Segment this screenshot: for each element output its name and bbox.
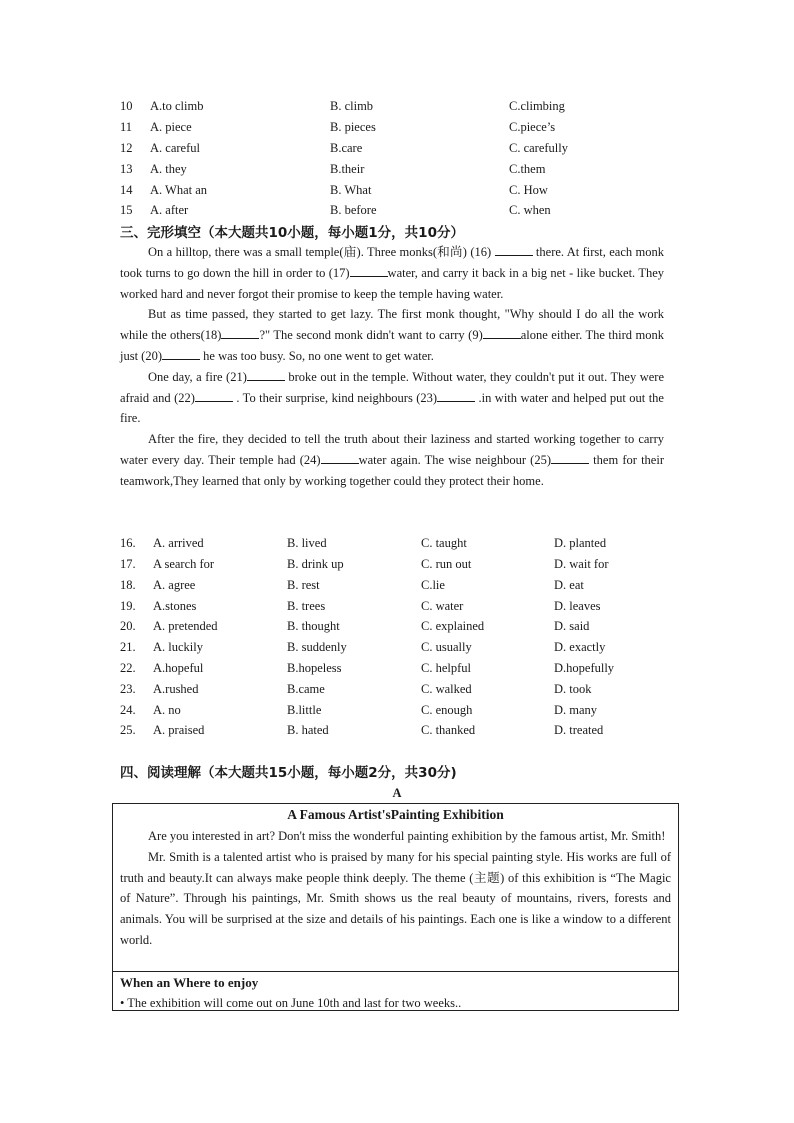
option-d: D. planted bbox=[554, 536, 607, 550]
option-d: D. leaves bbox=[554, 599, 601, 613]
option-c: C. water bbox=[421, 599, 464, 613]
option-c: C. carefully bbox=[509, 141, 569, 155]
question-row-15 bbox=[120, 200, 680, 220]
cloze-options-22 bbox=[120, 658, 680, 678]
question-number: 11 bbox=[120, 120, 133, 134]
question-number: 19. bbox=[120, 599, 136, 613]
question-number: 21. bbox=[120, 640, 136, 654]
option-a: A. after bbox=[150, 203, 189, 217]
option-a: A. praised bbox=[153, 723, 205, 737]
notice-paragraph-2: Mr. Smith is a talented artist who is praised by many for his special painting style. His works are full of truth and beauty.It can always make people think deeply. The theme (主题) of this exhibition is “The Magic of Nature”. Through his paintings, Mr. Smith shows us the real beauty of mountains, rivers, forests and animals. You will be surprised at the size and details of his paintings. Each one is like a window to a different world. bbox=[120, 849, 671, 947]
blank-21[interactable] bbox=[247, 368, 285, 381]
notice-body bbox=[113, 826, 678, 951]
question-number: 18. bbox=[120, 578, 136, 592]
cloze-passage bbox=[120, 242, 664, 492]
option-c: C. How bbox=[509, 183, 548, 197]
notice-divider bbox=[113, 971, 678, 972]
option-b: B. lived bbox=[287, 536, 327, 550]
text: .in with water and helped put out the fire. bbox=[120, 390, 664, 426]
blank-18[interactable] bbox=[221, 326, 259, 339]
option-c: C.climbing bbox=[509, 99, 565, 113]
option-b: B. pieces bbox=[330, 120, 376, 134]
option-b: B.their bbox=[330, 162, 365, 176]
question-row-13 bbox=[120, 159, 680, 179]
cloze-options-21 bbox=[120, 637, 680, 657]
question-number: 16. bbox=[120, 536, 136, 550]
option-a: A.stones bbox=[153, 599, 197, 613]
option-d: D. exactly bbox=[554, 640, 606, 654]
option-b: B. rest bbox=[287, 578, 320, 592]
option-c: C. walked bbox=[421, 682, 472, 696]
cloze-options-23 bbox=[120, 679, 680, 699]
question-number: 24. bbox=[120, 703, 136, 717]
option-b: B. What bbox=[330, 183, 372, 197]
blank-22[interactable] bbox=[195, 389, 233, 402]
option-c: C.lie bbox=[421, 578, 445, 592]
option-b: B.care bbox=[330, 141, 363, 155]
option-b: B. before bbox=[330, 203, 377, 217]
option-d: D. eat bbox=[554, 578, 584, 592]
option-b: B. drink up bbox=[287, 557, 344, 571]
option-c: C. explained bbox=[421, 619, 485, 633]
question-number: 25. bbox=[120, 723, 136, 737]
blank-19[interactable] bbox=[483, 326, 521, 339]
question-number: 12 bbox=[120, 141, 133, 155]
text: But as time passed, they started to get lazy. The first monk thought, "Why should I do all the work while the others(18) bbox=[120, 307, 664, 343]
passage-paragraph-4 bbox=[120, 429, 664, 491]
option-c: C. run out bbox=[421, 557, 472, 571]
exhibition-notice-box bbox=[112, 803, 679, 1011]
question-number: 23. bbox=[120, 682, 136, 696]
option-a: A. they bbox=[150, 162, 187, 176]
text: there. At first, each monk took turns to go down the hill in order to (17) bbox=[120, 245, 665, 280]
text: water again. The wise neighbour (25) bbox=[358, 452, 552, 467]
cloze-options-18 bbox=[120, 575, 680, 595]
blank-16[interactable] bbox=[495, 243, 533, 256]
option-b: B. climb bbox=[330, 99, 374, 113]
notice-subheading: When an Where to enjoy bbox=[120, 975, 259, 990]
text: On a hilltop, there was a small temple(庙). Three monks(和尚) (16) bbox=[148, 245, 495, 259]
notice-bullet-item: • The exhibition will come out on June 10th and last for two weeks.. bbox=[120, 996, 462, 1010]
question-number: 14 bbox=[120, 183, 133, 197]
option-b: B.hopeless bbox=[287, 661, 342, 675]
text: them for their teamwork,They learned that only by working together could they protect their home. bbox=[120, 452, 664, 488]
cloze-options-25 bbox=[120, 720, 680, 740]
option-d: D. took bbox=[554, 682, 592, 696]
text: he was too busy. So, no one went to get water. bbox=[200, 348, 434, 363]
option-c: C. thanked bbox=[421, 723, 476, 737]
option-a: A. no bbox=[153, 703, 181, 717]
text: alone either. The third monk just (20) bbox=[120, 328, 665, 363]
text: water, and carry it back in a big net - like bucket. They worked hard and never forgot their promise to keep the temple having water. bbox=[120, 265, 664, 301]
question-row-10 bbox=[120, 96, 680, 116]
question-row-14 bbox=[120, 180, 680, 200]
option-d: D. said bbox=[554, 619, 590, 633]
blank-23[interactable] bbox=[437, 389, 475, 402]
option-c: C. when bbox=[509, 203, 551, 217]
question-row-12 bbox=[120, 138, 680, 158]
notice-paragraph-1: Are you interested in art? Don't miss the wonderful painting exhibition by the famous artist, Mr. Smith! bbox=[148, 829, 666, 843]
passage-paragraph-1 bbox=[120, 242, 664, 304]
option-b: B. thought bbox=[287, 619, 340, 633]
option-a: A.to climb bbox=[150, 99, 204, 113]
text: broke out in the temple. Without water, they couldn't put it out. They were afraid and (22) bbox=[120, 369, 665, 405]
option-d: D.hopefully bbox=[554, 661, 615, 675]
passage-paragraph-2 bbox=[120, 304, 664, 366]
option-b: B. trees bbox=[287, 599, 326, 613]
option-a: A. careful bbox=[150, 141, 200, 155]
option-b: B. suddenly bbox=[287, 640, 347, 654]
option-b: B. hated bbox=[287, 723, 329, 737]
section-3-heading: 三、完形填空（本大题共10小题，每小题1分，共10分） bbox=[120, 225, 464, 241]
option-a: A. What an bbox=[150, 183, 208, 197]
blank-20[interactable] bbox=[162, 347, 200, 360]
text: . To their surprise, kind neighbours (23) bbox=[232, 390, 438, 405]
option-d: D. wait for bbox=[554, 557, 609, 571]
option-a: A.hopeful bbox=[153, 661, 204, 675]
notice-title: A Famous Artist'sPainting Exhibition bbox=[287, 807, 504, 822]
option-a: A. pretended bbox=[153, 619, 218, 633]
cloze-options-19 bbox=[120, 596, 680, 616]
reading-part-label: A bbox=[392, 786, 402, 800]
cloze-options-17 bbox=[120, 554, 680, 574]
option-a: A. luckily bbox=[153, 640, 203, 654]
option-a: A. agree bbox=[153, 578, 196, 592]
option-c: C. usually bbox=[421, 640, 472, 654]
question-number: 10 bbox=[120, 99, 133, 113]
passage-paragraph-3 bbox=[120, 367, 664, 429]
section-4-heading: 四、阅读理解（本大题共15小题，每小题2分，共30分) bbox=[120, 765, 457, 781]
option-a: A.rushed bbox=[153, 682, 199, 696]
blank-17[interactable] bbox=[350, 264, 388, 277]
question-number: 17. bbox=[120, 557, 136, 571]
blank-25[interactable] bbox=[551, 451, 589, 464]
question-row-11 bbox=[120, 117, 680, 137]
cloze-options-16 bbox=[120, 533, 680, 553]
option-a: A. arrived bbox=[153, 536, 204, 550]
option-b: B.came bbox=[287, 682, 325, 696]
option-d: D. treated bbox=[554, 723, 604, 737]
question-number: 13 bbox=[120, 162, 133, 176]
option-a: A. piece bbox=[150, 120, 192, 134]
option-c: C. helpful bbox=[421, 661, 471, 675]
cloze-options-24 bbox=[120, 700, 680, 720]
question-number: 15 bbox=[120, 203, 133, 217]
cloze-options-20 bbox=[120, 616, 680, 636]
option-c: C. taught bbox=[421, 536, 467, 550]
blank-24[interactable] bbox=[321, 451, 359, 464]
text: After the fire, they decided to tell the truth about their laziness and started working together to carry water every day. Their temple had (24) bbox=[120, 432, 664, 467]
option-c: C.piece’s bbox=[509, 120, 556, 134]
option-b: B.little bbox=[287, 703, 322, 717]
question-number: 20. bbox=[120, 619, 136, 633]
question-number: 22. bbox=[120, 661, 136, 675]
option-a: A search for bbox=[153, 557, 215, 571]
option-c: C.them bbox=[509, 162, 546, 176]
option-c: C. enough bbox=[421, 703, 473, 717]
text: One day, a fire (21) bbox=[148, 369, 247, 384]
option-d: D. many bbox=[554, 703, 598, 717]
text: ?" The second monk didn't want to carry (9) bbox=[259, 328, 483, 343]
